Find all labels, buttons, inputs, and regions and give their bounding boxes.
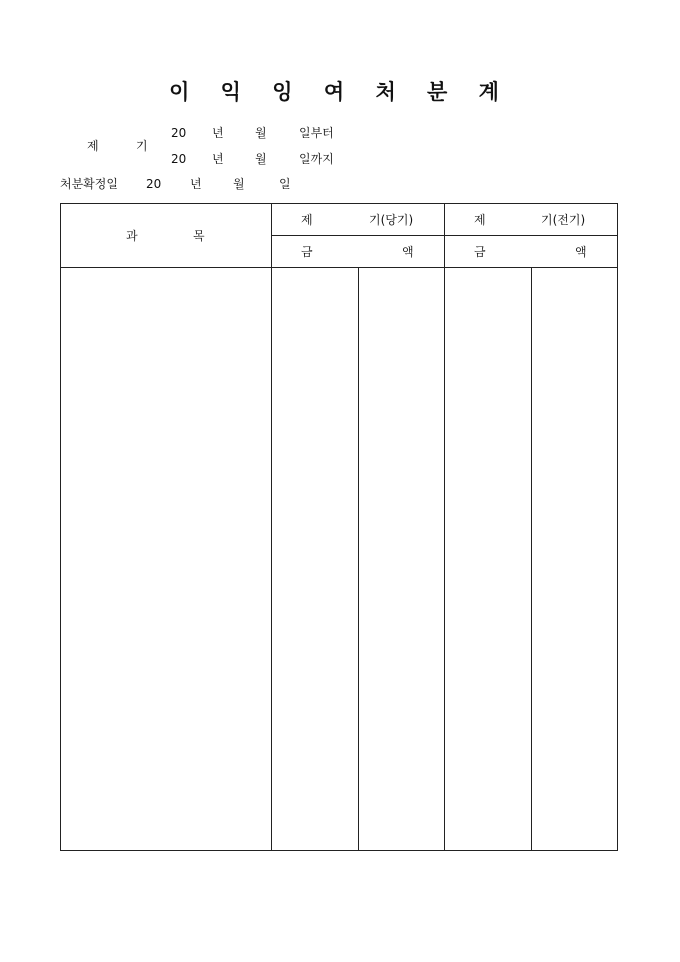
period-label-je: 제 — [87, 139, 99, 153]
subject-body-cell — [61, 268, 271, 850]
disposal-date-label: 처분확정일 — [60, 177, 118, 191]
subject-header-right: 목 — [193, 229, 205, 243]
period-from-day: 일부터 — [299, 126, 334, 140]
prior-amount-left: 금 — [474, 245, 486, 259]
prior-amount-right: 액 — [575, 245, 587, 259]
document-title: 이 익 잉 여 처 분 계 — [169, 79, 511, 104]
period-to-month: 월 — [255, 152, 267, 166]
disposal-year: 년 — [190, 177, 202, 191]
current-period-je: 제 — [301, 213, 313, 227]
disposal-month: 월 — [233, 177, 245, 191]
current-period-gi: 기(당기) — [369, 213, 414, 227]
period-label-gi: 기 — [136, 139, 148, 153]
period-from-year: 년 — [212, 126, 224, 140]
period-from-year-prefix: 20 — [171, 126, 187, 140]
current-amount-body-cell-1 — [272, 268, 358, 850]
disposal-year-prefix: 20 — [146, 177, 162, 191]
period-to-day: 일까지 — [299, 152, 334, 166]
period-from-month: 월 — [255, 126, 267, 140]
current-amount-left: 금 — [301, 245, 313, 259]
current-amount-body-cell-2 — [359, 268, 444, 850]
prior-period-gi: 기(전기) — [541, 213, 586, 227]
prior-amount-body-cell-2 — [532, 268, 617, 850]
period-to-year-prefix: 20 — [171, 152, 187, 166]
disposal-day: 일 — [279, 177, 291, 191]
prior-amount-body-cell-1 — [445, 268, 531, 850]
prior-period-je: 제 — [474, 213, 486, 227]
subject-header-left: 과 — [126, 229, 138, 243]
period-to-year: 년 — [212, 152, 224, 166]
current-amount-right: 액 — [402, 245, 414, 259]
header-split-line — [271, 235, 618, 236]
